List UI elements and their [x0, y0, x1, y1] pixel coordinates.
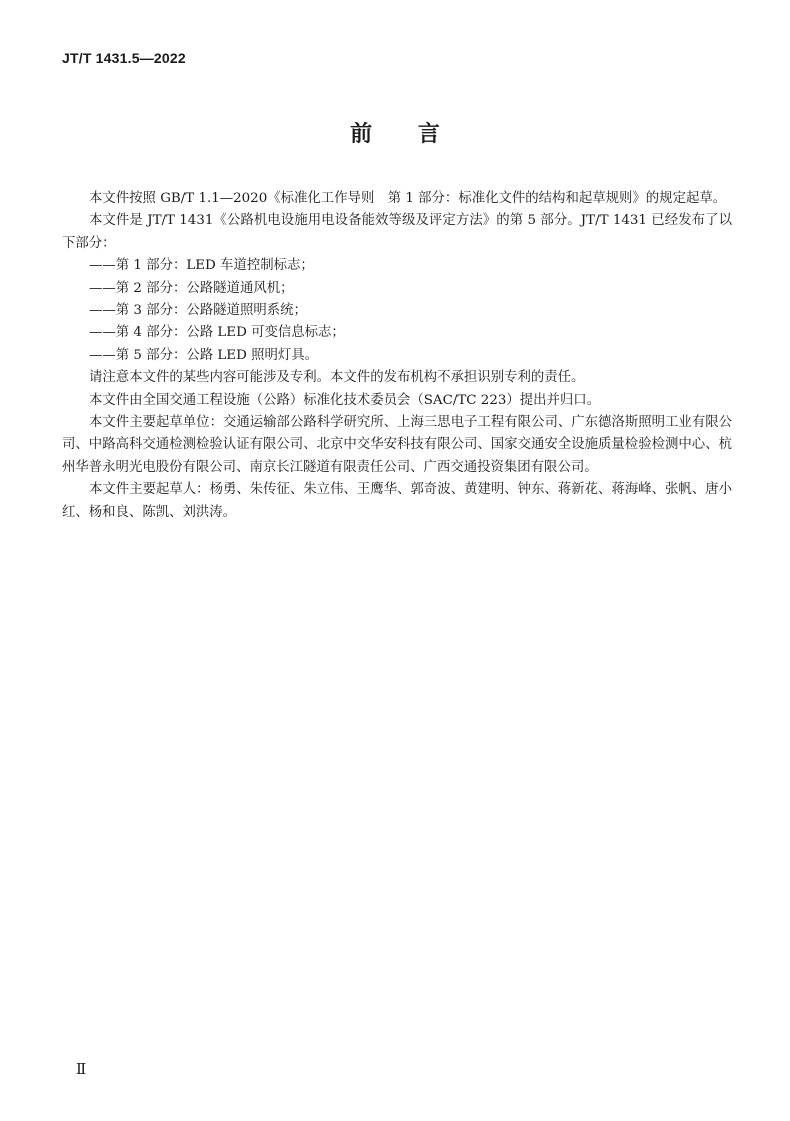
paragraph-series-intro: 本文件是 JT/T 1431《公路机电设施用电设备能效等级及评定方法》的第 5 部分。JT/T 1431 已经发布了以下部分： — [62, 213, 732, 251]
paragraph-committee: 本文件由全国交通工程设施（公路）标准化技术委员会（SAC/TC 223）提出并归口。 — [89, 392, 601, 408]
page-number: Ⅱ — [76, 1060, 87, 1078]
foreword-body — [62, 188, 732, 524]
list-item-part-4: ——第 4 部分：公路 LED 可变信息标志； — [89, 325, 345, 341]
paragraph-patent-notice: 请注意本文件的某些内容可能涉及专利。本文件的发布机构不承担识别专利的责任。 — [89, 370, 585, 386]
list-item-part-2: ——第 2 部分：公路隧道通风机； — [89, 280, 294, 296]
list-item-part-5: ——第 5 部分：公路 LED 照明灯具。 — [89, 347, 319, 363]
paragraph-drafting-rules: 本文件按照 GB/T 1.1—2020《标准化工作导则 第 1 部分：标准化文件的结构和起草规则》的规定起草。 — [89, 191, 727, 206]
paragraph-drafting-units: 本文件主要起草单位：交通运输部公路科学研究所、上海三思电子工程有限公司、广东德洛斯照明工业有限公司、中路高科交通检测检验认证有限公司、北京中交华安科技有限公司、国家交通安全设施质量检验检测中心、杭州华普永明光电股份有限公司、南京长江隧道有限责任公司、广西交通投资集团有限公司。 — [62, 415, 732, 475]
document-code: JT/T 1431.5—2022 — [62, 50, 186, 66]
list-item-part-1: ——第 1 部分：LED 车道控制标志； — [89, 258, 314, 274]
page-title: 前 言 — [350, 122, 440, 147]
paragraph-drafters: 本文件主要起草人：杨勇、朱传征、朱立伟、王鹰华、郭奇波、黄建明、钟东、蒋新花、蒋海峰、张帆、唐小红、杨和良、陈凯、刘洪涛。 — [62, 482, 732, 520]
list-item-part-3: ——第 3 部分：公路隧道照明系统； — [89, 303, 307, 319]
